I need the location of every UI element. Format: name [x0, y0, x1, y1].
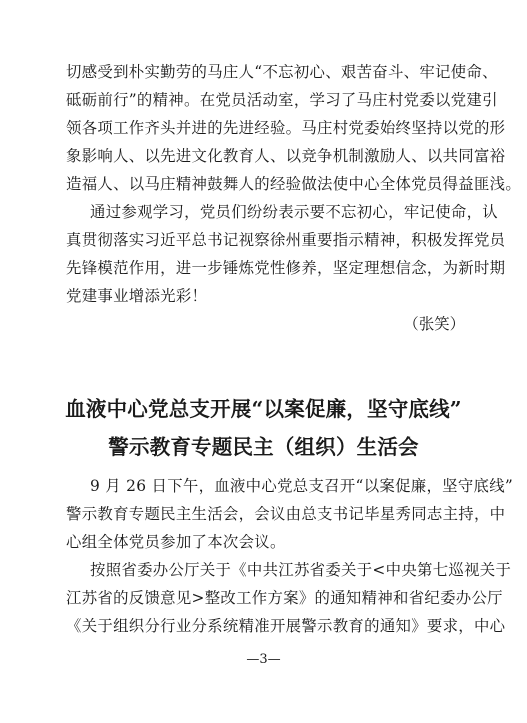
article-title-line-1: 血液中心党总支开展“以案促廉，坚守底线”	[65, 397, 462, 421]
author-credit: （张笑）	[403, 315, 465, 333]
body-text-line: 砥砺前行”的精神。在党员活动室，学习了马庄村党委以党建引	[66, 91, 498, 109]
body-text-line: 9 月 26 日下午，血液中心党总支召开“以案促廉，坚守底线”	[90, 477, 514, 495]
body-text-line: 心组全体党员参加了本次会议。	[66, 533, 286, 551]
body-text-line: 党建事业增添光彩！	[66, 287, 208, 305]
body-text-line: 《关于组织分行业分系统精准开展警示教育的通知》要求，中心	[66, 617, 506, 635]
body-text-line: 警示教育专题民主生活会，会议由总支书记毕星秀同志主持，中	[66, 505, 506, 523]
body-text-line: 真贯彻落实习近平总书记视察徐州重要指示精神，积极发挥党员	[66, 231, 506, 249]
article-title-line-2: 警示教育专题民主（组织）生活会	[108, 435, 419, 459]
body-text-line: 造福人、以马庄精神鼓舞人的经验做法使中心全体党员得益匪浅。	[66, 175, 522, 193]
body-text-line: 切感受到朴实勤劳的马庄人“不忘初心、艰苦奋斗、牢记使命、	[66, 63, 498, 81]
body-text-line: 象影响人、以先进文化教育人、以竞争机制激励人、以共同富裕	[66, 147, 506, 165]
body-text-line: 领各项工作齐头并进的先进经验。马庄村党委始终坚持以党的形	[66, 119, 506, 137]
body-text-line: 先锋模范作用，进一步锤炼党性修养，坚定理想信念，为新时期	[66, 259, 506, 277]
body-text-line: 江苏省的反馈意见>整改工作方案》的通知精神和省纪委办公厅	[66, 589, 503, 607]
body-text-line: 按照省委办公厅关于《中共江苏省委关于<中央第七巡视关于	[90, 561, 512, 579]
body-text-line: 通过参观学习，党员们纷纷表示要不忘初心，牢记使命，认	[90, 203, 498, 221]
page-number: —3—	[246, 652, 281, 667]
